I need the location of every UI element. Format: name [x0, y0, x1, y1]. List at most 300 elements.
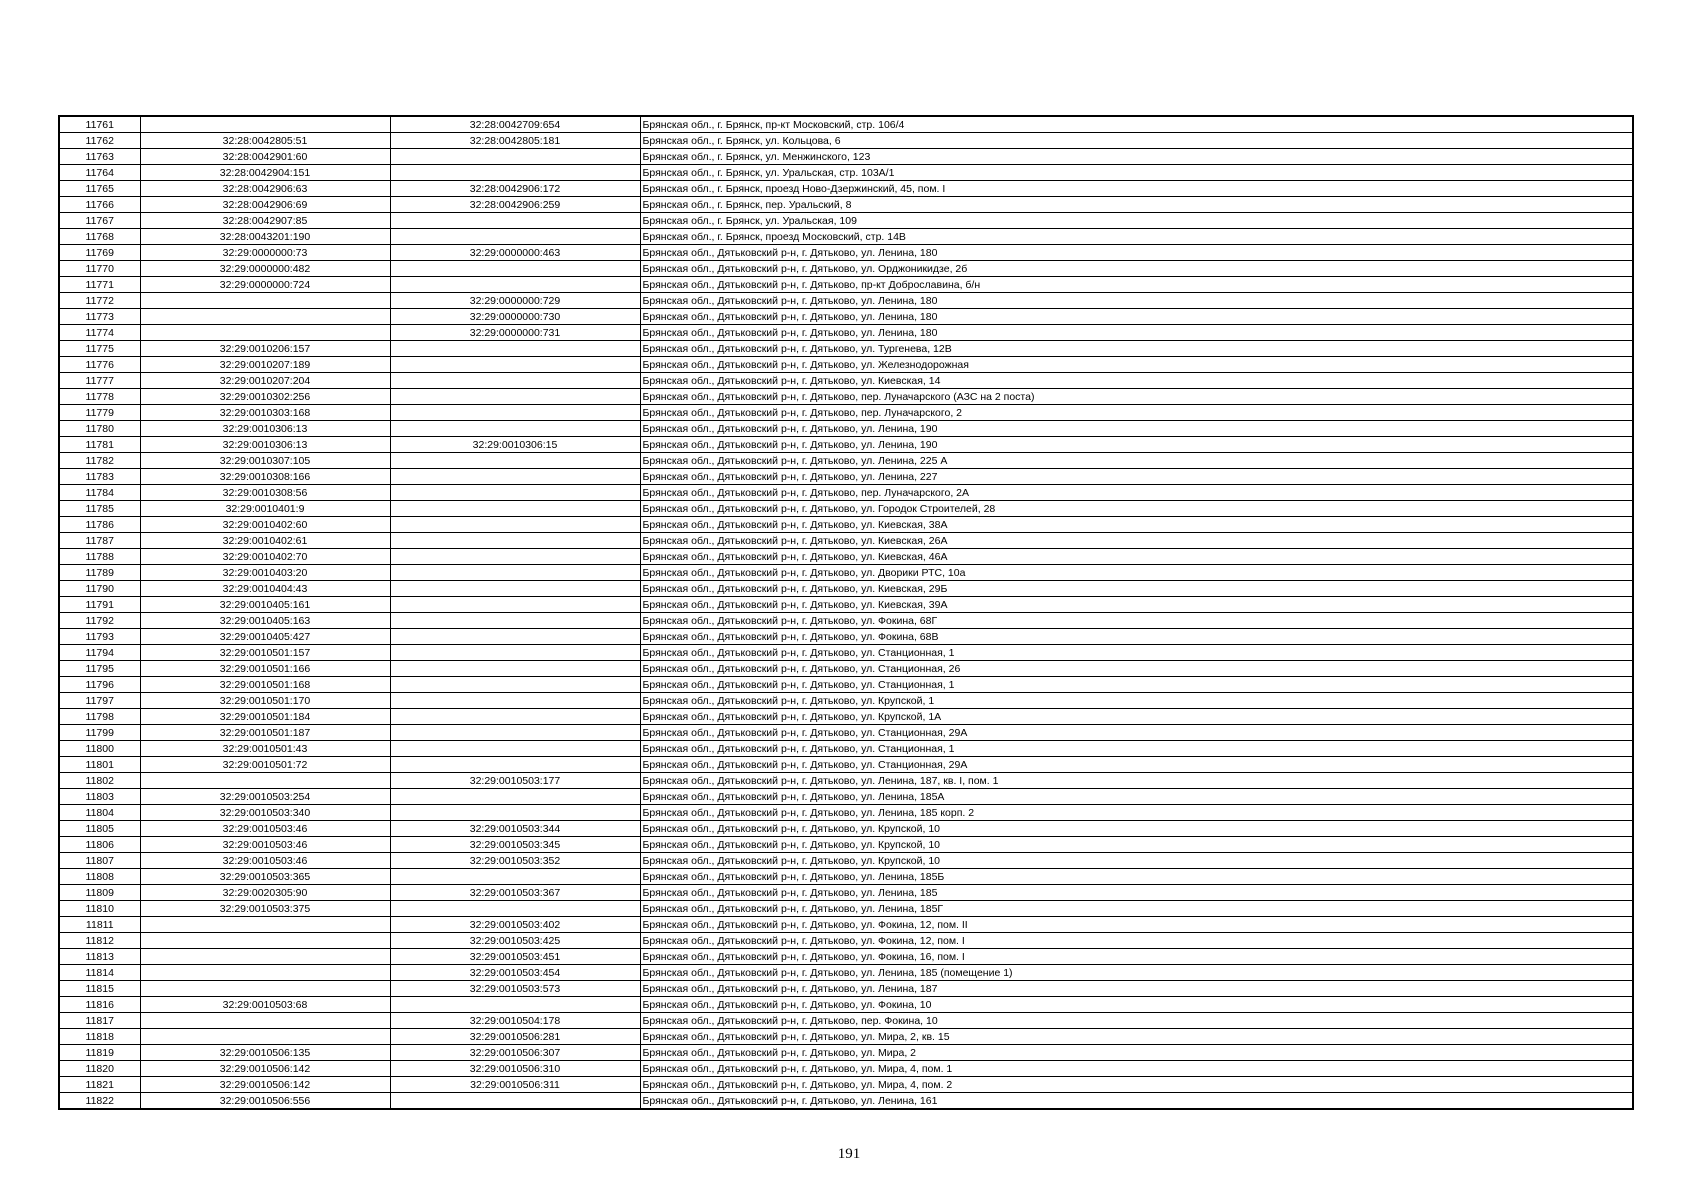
address-cell: Брянская обл., Дятьковский р-н, г. Дятьково, ул. Станционная, 29А	[640, 725, 1633, 741]
address-cell: Брянская обл., Дятьковский р-н, г. Дятьково, ул. Станционная, 1	[640, 677, 1633, 693]
address-cell: Брянская обл., Дятьковский р-н, г. Дятьково, ул. Мира, 4, пом. 2	[640, 1077, 1633, 1093]
row-number-cell: 11805	[59, 821, 140, 837]
address-cell: Брянская обл., Дятьковский р-н, г. Дятьково, ул. Фокина, 10	[640, 997, 1633, 1013]
address-cell: Брянская обл., Дятьковский р-н, г. Дятьково, ул. Мира, 2, кв. 15	[640, 1029, 1633, 1045]
table-row	[59, 437, 1633, 453]
row-number-cell: 11788	[59, 549, 140, 565]
cadastral-number-parcel-cell: 32:29:0010403:20	[140, 565, 390, 581]
row-number-cell: 11774	[59, 325, 140, 341]
address-cell: Брянская обл., Дятьковский р-н, г. Дятьково, ул. Ленина, 227	[640, 469, 1633, 485]
cadastral-number-parcel-cell: 32:29:0010405:163	[140, 613, 390, 629]
address-cell: Брянская обл., Дятьковский р-н, г. Дятьково, ул. Станционная, 1	[640, 645, 1633, 661]
cadastral-number-parcel-cell: 32:29:0010501:184	[140, 709, 390, 725]
cadastral-number-object-cell: 32:29:0000000:729	[390, 293, 640, 309]
row-number-cell: 11814	[59, 965, 140, 981]
cadastral-number-object-cell	[390, 661, 640, 677]
cadastral-number-parcel-cell: 32:29:0010501:166	[140, 661, 390, 677]
address-cell: Брянская обл., Дятьковский р-н, г. Дятьково, ул. Крупской, 10	[640, 821, 1633, 837]
row-number-cell: 11803	[59, 789, 140, 805]
table-row	[59, 565, 1633, 581]
cadastral-number-object-cell	[390, 453, 640, 469]
table-row	[59, 693, 1633, 709]
row-number-cell: 11812	[59, 933, 140, 949]
cadastral-number-object-cell: 32:29:0010506:307	[390, 1045, 640, 1061]
cadastral-number-object-cell	[390, 629, 640, 645]
table-row	[59, 1045, 1633, 1061]
cadastral-number-parcel-cell	[140, 917, 390, 933]
cadastral-number-parcel-cell: 32:29:0010501:170	[140, 693, 390, 709]
table-row	[59, 725, 1633, 741]
address-cell: Брянская обл., г. Брянск, ул. Уральская, 109	[640, 213, 1633, 229]
table-row	[59, 453, 1633, 469]
cadastral-number-object-cell	[390, 229, 640, 245]
row-number-cell: 11761	[59, 116, 140, 133]
address-cell: Брянская обл., Дятьковский р-н, г. Дятьково, пер. Луначарского (АЗС на 2 поста)	[640, 389, 1633, 405]
table-row	[59, 421, 1633, 437]
cadastral-number-parcel-cell: 32:29:0010302:256	[140, 389, 390, 405]
address-cell: Брянская обл., Дятьковский р-н, г. Дятьково, ул. Ленина, 185Б	[640, 869, 1633, 885]
cadastral-number-parcel-cell: 32:29:0010503:68	[140, 997, 390, 1013]
cadastral-number-parcel-cell	[140, 1013, 390, 1029]
row-number-cell: 11804	[59, 805, 140, 821]
cadastral-number-parcel-cell: 32:29:0010506:142	[140, 1077, 390, 1093]
cadastral-number-object-cell	[390, 805, 640, 821]
table-row	[59, 757, 1633, 773]
table-row	[59, 1061, 1633, 1077]
address-cell: Брянская обл., Дятьковский р-н, г. Дятьково, ул. Ленина, 185 (помещение 1)	[640, 965, 1633, 981]
row-number-cell: 11765	[59, 181, 140, 197]
row-number-cell: 11775	[59, 341, 140, 357]
table-row	[59, 597, 1633, 613]
row-number-cell: 11816	[59, 997, 140, 1013]
address-cell: Брянская обл., Дятьковский р-н, г. Дятьково, пер. Луначарского, 2	[640, 405, 1633, 421]
table-row	[59, 325, 1633, 341]
address-cell: Брянская обл., Дятьковский р-н, г. Дятьково, ул. Фокина, 68В	[640, 629, 1633, 645]
cadastral-number-parcel-cell: 32:29:0010405:161	[140, 597, 390, 613]
row-number-cell: 11769	[59, 245, 140, 261]
cadastral-number-object-cell	[390, 709, 640, 725]
row-number-cell: 11822	[59, 1093, 140, 1110]
cadastral-number-object-cell	[390, 693, 640, 709]
cadastral-number-object-cell	[390, 533, 640, 549]
cadastral-number-object-cell: 32:29:0010503:573	[390, 981, 640, 997]
address-cell: Брянская обл., Дятьковский р-н, г. Дятьково, ул. Киевская, 39А	[640, 597, 1633, 613]
table-row	[59, 309, 1633, 325]
row-number-cell: 11815	[59, 981, 140, 997]
cadastral-number-parcel-cell: 32:29:0000000:724	[140, 277, 390, 293]
address-cell: Брянская обл., Дятьковский р-н, г. Дятьково, ул. Киевская, 14	[640, 373, 1633, 389]
row-number-cell: 11778	[59, 389, 140, 405]
cadastral-number-parcel-cell: 32:29:0010501:157	[140, 645, 390, 661]
cadastral-number-parcel-cell: 32:29:0000000:73	[140, 245, 390, 261]
cadastral-number-parcel-cell: 32:29:0010405:427	[140, 629, 390, 645]
address-cell: Брянская обл., Дятьковский р-н, г. Дятьково, ул. Киевская, 46А	[640, 549, 1633, 565]
row-number-cell: 11776	[59, 357, 140, 373]
cadastral-number-parcel-cell	[140, 981, 390, 997]
cadastral-number-object-cell: 32:29:0010506:281	[390, 1029, 640, 1045]
cadastral-number-object-cell: 32:29:0010503:345	[390, 837, 640, 853]
row-number-cell: 11799	[59, 725, 140, 741]
cadastral-number-parcel-cell	[140, 309, 390, 325]
cadastral-number-parcel-cell: 32:29:0010506:556	[140, 1093, 390, 1110]
table-row	[59, 901, 1633, 917]
row-number-cell: 11792	[59, 613, 140, 629]
cadastral-number-object-cell	[390, 165, 640, 181]
table-row	[59, 389, 1633, 405]
table-row	[59, 213, 1633, 229]
table-row	[59, 165, 1633, 181]
row-number-cell: 11806	[59, 837, 140, 853]
cadastral-number-parcel-cell: 32:29:0010308:166	[140, 469, 390, 485]
row-number-cell: 11821	[59, 1077, 140, 1093]
cadastral-number-parcel-cell	[140, 293, 390, 309]
table-row	[59, 885, 1633, 901]
cadastral-number-object-cell: 32:29:0000000:731	[390, 325, 640, 341]
address-cell: Брянская обл., Дятьковский р-н, г. Дятьково, ул. Ленина, 185 корп. 2	[640, 805, 1633, 821]
cadastral-number-object-cell: 32:28:0042906:259	[390, 197, 640, 213]
address-cell: Брянская обл., Дятьковский р-н, г. Дятьково, ул. Ленина, 185Г	[640, 901, 1633, 917]
table-row	[59, 261, 1633, 277]
address-cell: Брянская обл., Дятьковский р-н, г. Дятьково, ул. Станционная, 29А	[640, 757, 1633, 773]
address-cell: Брянская обл., г. Брянск, ул. Уральская, стр. 103А/1	[640, 165, 1633, 181]
address-cell: Брянская обл., г. Брянск, пр-кт Московский, стр. 106/4	[640, 116, 1633, 133]
cadastral-number-object-cell	[390, 597, 640, 613]
row-number-cell: 11808	[59, 869, 140, 885]
address-cell: Брянская обл., Дятьковский р-н, г. Дятьково, ул. Станционная, 1	[640, 741, 1633, 757]
cadastral-number-parcel-cell: 32:29:0010503:375	[140, 901, 390, 917]
table-row	[59, 533, 1633, 549]
cadastral-number-object-cell: 32:29:0010503:367	[390, 885, 640, 901]
cadastral-number-object-cell	[390, 261, 640, 277]
row-number-cell: 11809	[59, 885, 140, 901]
address-cell: Брянская обл., Дятьковский р-н, г. Дятьково, ул. Железнодорожная	[640, 357, 1633, 373]
cadastral-number-parcel-cell: 32:28:0042805:51	[140, 133, 390, 149]
address-cell: Брянская обл., Дятьковский р-н, г. Дятьково, ул. Крупской, 1А	[640, 709, 1633, 725]
cadastral-number-object-cell: 32:29:0010306:15	[390, 437, 640, 453]
address-cell: Брянская обл., Дятьковский р-н, г. Дятьково, ул. Фокина, 12, пом. II	[640, 917, 1633, 933]
address-cell: Брянская обл., Дятьковский р-н, г. Дятьково, ул. Тургенева, 12В	[640, 341, 1633, 357]
row-number-cell: 11784	[59, 485, 140, 501]
table-row	[59, 869, 1633, 885]
address-cell: Брянская обл., Дятьковский р-н, г. Дятьково, пер. Луначарского, 2А	[640, 485, 1633, 501]
row-number-cell: 11780	[59, 421, 140, 437]
cadastral-number-parcel-cell: 32:29:0010503:46	[140, 853, 390, 869]
row-number-cell: 11798	[59, 709, 140, 725]
cadastral-number-parcel-cell: 32:29:0010503:46	[140, 821, 390, 837]
table-row	[59, 1093, 1633, 1110]
cadastral-number-object-cell	[390, 501, 640, 517]
cadastral-number-parcel-cell: 32:29:0010503:254	[140, 789, 390, 805]
cadastral-number-parcel-cell: 32:29:0010501:43	[140, 741, 390, 757]
address-cell: Брянская обл., Дятьковский р-н, г. Дятьково, ул. Ленина, 185А	[640, 789, 1633, 805]
address-cell: Брянская обл., Дятьковский р-н, г. Дятьково, ул. Городок Строителей, 28	[640, 501, 1633, 517]
row-number-cell: 11810	[59, 901, 140, 917]
address-cell: Брянская обл., г. Брянск, ул. Менжинского, 123	[640, 149, 1633, 165]
row-number-cell: 11770	[59, 261, 140, 277]
cadastral-number-object-cell: 32:29:0010503:344	[390, 821, 640, 837]
cadastral-number-object-cell	[390, 565, 640, 581]
cadastral-number-parcel-cell	[140, 325, 390, 341]
cadastral-number-parcel-cell: 32:29:0010207:189	[140, 357, 390, 373]
table-row	[59, 789, 1633, 805]
table-row	[59, 373, 1633, 389]
address-cell: Брянская обл., Дятьковский р-н, г. Дятьково, ул. Дворики РТС, 10а	[640, 565, 1633, 581]
cadastral-number-object-cell	[390, 341, 640, 357]
table-row	[59, 277, 1633, 293]
address-cell: Брянская обл., Дятьковский р-н, г. Дятьково, ул. Ленина, 190	[640, 421, 1633, 437]
address-cell: Брянская обл., Дятьковский р-н, г. Дятьково, ул. Ленина, 180	[640, 309, 1633, 325]
cadastral-number-object-cell	[390, 869, 640, 885]
cadastral-number-object-cell	[390, 613, 640, 629]
row-number-cell: 11811	[59, 917, 140, 933]
address-cell: Брянская обл., Дятьковский р-н, г. Дятьково, ул. Орджоникидзе, 2б	[640, 261, 1633, 277]
row-number-cell: 11764	[59, 165, 140, 181]
cadastral-number-parcel-cell: 32:29:0010501:168	[140, 677, 390, 693]
address-cell: Брянская обл., Дятьковский р-н, г. Дятьково, ул. Фокина, 16, пом. I	[640, 949, 1633, 965]
row-number-cell: 11794	[59, 645, 140, 661]
cadastral-number-object-cell: 32:29:0010504:178	[390, 1013, 640, 1029]
table-row	[59, 581, 1633, 597]
cadastral-number-object-cell	[390, 485, 640, 501]
cadastral-number-object-cell	[390, 357, 640, 373]
address-cell: Брянская обл., Дятьковский р-н, г. Дятьково, ул. Ленина, 190	[640, 437, 1633, 453]
cadastral-number-parcel-cell	[140, 965, 390, 981]
cadastral-number-object-cell	[390, 581, 640, 597]
table-row	[59, 997, 1633, 1013]
cadastral-number-parcel-cell: 32:29:0010402:70	[140, 549, 390, 565]
cadastral-number-parcel-cell	[140, 933, 390, 949]
cadastral-number-object-cell	[390, 277, 640, 293]
cadastral-number-parcel-cell: 32:29:0010501:187	[140, 725, 390, 741]
row-number-cell: 11802	[59, 773, 140, 789]
address-cell: Брянская обл., Дятьковский р-н, г. Дятьково, ул. Крупской, 10	[640, 853, 1633, 869]
address-cell: Брянская обл., Дятьковский р-н, г. Дятьково, ул. Киевская, 26А	[640, 533, 1633, 549]
row-number-cell: 11772	[59, 293, 140, 309]
cadastral-number-object-cell	[390, 373, 640, 389]
table-row	[59, 293, 1633, 309]
row-number-cell: 11771	[59, 277, 140, 293]
row-number-cell: 11779	[59, 405, 140, 421]
table-row	[59, 709, 1633, 725]
cadastral-number-parcel-cell: 32:29:0010307:105	[140, 453, 390, 469]
cadastral-number-parcel-cell: 32:29:0000000:482	[140, 261, 390, 277]
address-cell: Брянская обл., г. Брянск, проезд Московский, стр. 14В	[640, 229, 1633, 245]
row-number-cell: 11818	[59, 1029, 140, 1045]
table-row	[59, 645, 1633, 661]
cadastral-number-parcel-cell: 32:28:0042907:85	[140, 213, 390, 229]
address-cell: Брянская обл., г. Брянск, пер. Уральский, 8	[640, 197, 1633, 213]
table-row	[59, 485, 1633, 501]
cadastral-number-object-cell	[390, 213, 640, 229]
cadastral-number-parcel-cell: 32:29:0010503:46	[140, 837, 390, 853]
cadastral-number-parcel-cell	[140, 1029, 390, 1045]
table-row	[59, 197, 1633, 213]
cadastral-number-object-cell: 32:29:0010503:402	[390, 917, 640, 933]
cadastral-number-object-cell: 32:29:0010506:311	[390, 1077, 640, 1093]
row-number-cell: 11790	[59, 581, 140, 597]
cadastral-number-parcel-cell: 32:29:0010506:135	[140, 1045, 390, 1061]
address-cell: Брянская обл., Дятьковский р-н, г. Дятьково, ул. Мира, 2	[640, 1045, 1633, 1061]
address-cell: Брянская обл., Дятьковский р-н, г. Дятьково, пр-кт Доброславина, б/н	[640, 277, 1633, 293]
cadastral-number-parcel-cell	[140, 116, 390, 133]
cadastral-number-object-cell: 32:29:0010503:454	[390, 965, 640, 981]
table-row	[59, 405, 1633, 421]
cadastral-number-object-cell	[390, 389, 640, 405]
cadastral-number-parcel-cell: 32:28:0043201:190	[140, 229, 390, 245]
row-number-cell: 11787	[59, 533, 140, 549]
table-row	[59, 181, 1633, 197]
table-row	[59, 1029, 1633, 1045]
cadastral-number-parcel-cell: 32:29:0010306:13	[140, 421, 390, 437]
cadastral-number-parcel-cell: 32:29:0010306:13	[140, 437, 390, 453]
row-number-cell: 11763	[59, 149, 140, 165]
cadastral-number-object-cell	[390, 901, 640, 917]
table-row	[59, 116, 1633, 133]
cadastral-number-object-cell	[390, 549, 640, 565]
cadastral-number-object-cell: 32:29:0000000:730	[390, 309, 640, 325]
address-cell: Брянская обл., Дятьковский р-н, г. Дятьково, ул. Ленина, 185	[640, 885, 1633, 901]
cadastral-number-object-cell: 32:29:0010503:352	[390, 853, 640, 869]
cadastral-number-object-cell	[390, 725, 640, 741]
cadastral-number-parcel-cell: 32:28:0042906:63	[140, 181, 390, 197]
cadastral-number-object-cell: 32:29:0010503:451	[390, 949, 640, 965]
cadastral-number-object-cell	[390, 997, 640, 1013]
table-row	[59, 357, 1633, 373]
address-cell: Брянская обл., Дятьковский р-н, г. Дятьково, ул. Ленина, 187, кв. I, пом. 1	[640, 773, 1633, 789]
table-row	[59, 821, 1633, 837]
address-cell: Брянская обл., Дятьковский р-н, г. Дятьково, ул. Крупской, 10	[640, 837, 1633, 853]
table-row	[59, 677, 1633, 693]
address-cell: Брянская обл., Дятьковский р-н, г. Дятьково, ул. Киевская, 38А	[640, 517, 1633, 533]
cadastral-number-parcel-cell	[140, 773, 390, 789]
table-row	[59, 853, 1633, 869]
cadastral-number-object-cell	[390, 469, 640, 485]
address-cell: Брянская обл., Дятьковский р-н, г. Дятьково, ул. Киевская, 29Б	[640, 581, 1633, 597]
registry-table	[58, 115, 1634, 1110]
cadastral-number-object-cell	[390, 645, 640, 661]
address-cell: Брянская обл., Дятьковский р-н, г. Дятьково, ул. Фокина, 12, пом. I	[640, 933, 1633, 949]
cadastral-number-object-cell: 32:29:0000000:463	[390, 245, 640, 261]
row-number-cell: 11801	[59, 757, 140, 773]
row-number-cell: 11785	[59, 501, 140, 517]
cadastral-number-object-cell: 32:28:0042805:181	[390, 133, 640, 149]
row-number-cell: 11796	[59, 677, 140, 693]
cadastral-number-parcel-cell: 32:28:0042906:69	[140, 197, 390, 213]
address-cell: Брянская обл., Дятьковский р-н, г. Дятьково, ул. Фокина, 68Г	[640, 613, 1633, 629]
row-number-cell: 11791	[59, 597, 140, 613]
cadastral-number-object-cell: 32:28:0042709:654	[390, 116, 640, 133]
row-number-cell: 11819	[59, 1045, 140, 1061]
table-row	[59, 965, 1633, 981]
cadastral-number-object-cell	[390, 421, 640, 437]
address-cell: Брянская обл., Дятьковский р-н, г. Дятьково, ул. Ленина, 180	[640, 325, 1633, 341]
cadastral-number-parcel-cell: 32:29:0010206:157	[140, 341, 390, 357]
cadastral-number-object-cell	[390, 757, 640, 773]
table-row	[59, 933, 1633, 949]
registry-table-body	[59, 116, 1633, 1109]
table-row	[59, 613, 1633, 629]
address-cell: Брянская обл., г. Брянск, ул. Кольцова, 6	[640, 133, 1633, 149]
cadastral-number-parcel-cell: 32:29:0010308:56	[140, 485, 390, 501]
address-cell: Брянская обл., Дятьковский р-н, г. Дятьково, ул. Крупской, 1	[640, 693, 1633, 709]
address-cell: Брянская обл., Дятьковский р-н, г. Дятьково, ул. Станционная, 26	[640, 661, 1633, 677]
row-number-cell: 11786	[59, 517, 140, 533]
table-row	[59, 229, 1633, 245]
cadastral-number-parcel-cell: 32:29:0010402:60	[140, 517, 390, 533]
address-cell: Брянская обл., Дятьковский р-н, г. Дятьково, ул. Ленина, 225 А	[640, 453, 1633, 469]
row-number-cell: 11800	[59, 741, 140, 757]
cadastral-number-object-cell: 32:29:0010503:425	[390, 933, 640, 949]
row-number-cell: 11813	[59, 949, 140, 965]
cadastral-number-parcel-cell: 32:29:0010501:72	[140, 757, 390, 773]
cadastral-number-object-cell	[390, 741, 640, 757]
cadastral-number-object-cell	[390, 677, 640, 693]
cadastral-number-parcel-cell: 32:28:0042904:151	[140, 165, 390, 181]
cadastral-number-object-cell: 32:29:0010506:310	[390, 1061, 640, 1077]
table-row	[59, 837, 1633, 853]
row-number-cell: 11768	[59, 229, 140, 245]
row-number-cell: 11781	[59, 437, 140, 453]
table-row	[59, 517, 1633, 533]
table-row	[59, 661, 1633, 677]
table-row	[59, 949, 1633, 965]
table-row	[59, 981, 1633, 997]
table-row	[59, 245, 1633, 261]
table-row	[59, 741, 1633, 757]
cadastral-number-parcel-cell: 32:28:0042901:60	[140, 149, 390, 165]
table-row	[59, 1077, 1633, 1093]
row-number-cell: 11766	[59, 197, 140, 213]
address-cell: Брянская обл., Дятьковский р-н, г. Дятьково, ул. Ленина, 161	[640, 1093, 1633, 1110]
row-number-cell: 11793	[59, 629, 140, 645]
cadastral-number-object-cell	[390, 405, 640, 421]
row-number-cell: 11777	[59, 373, 140, 389]
address-cell: Брянская обл., Дятьковский р-н, г. Дятьково, ул. Ленина, 187	[640, 981, 1633, 997]
address-cell: Брянская обл., Дятьковский р-н, г. Дятьково, ул. Мира, 4, пом. 1	[640, 1061, 1633, 1077]
table-row	[59, 629, 1633, 645]
row-number-cell: 11767	[59, 213, 140, 229]
cadastral-number-parcel-cell: 32:29:0010402:61	[140, 533, 390, 549]
row-number-cell: 11789	[59, 565, 140, 581]
table-row	[59, 149, 1633, 165]
address-cell: Брянская обл., Дятьковский р-н, г. Дятьково, пер. Фокина, 10	[640, 1013, 1633, 1029]
address-cell: Брянская обл., г. Брянск, проезд Ново-Дзержинский, 45, пом. I	[640, 181, 1633, 197]
cadastral-number-parcel-cell: 32:29:0020305:90	[140, 885, 390, 901]
row-number-cell: 11795	[59, 661, 140, 677]
row-number-cell: 11820	[59, 1061, 140, 1077]
cadastral-number-object-cell: 32:28:0042906:172	[390, 181, 640, 197]
table-row	[59, 805, 1633, 821]
cadastral-number-parcel-cell: 32:29:0010503:365	[140, 869, 390, 885]
row-number-cell: 11782	[59, 453, 140, 469]
table-row	[59, 341, 1633, 357]
table-row	[59, 549, 1633, 565]
cadastral-number-parcel-cell	[140, 949, 390, 965]
cadastral-number-parcel-cell: 32:29:0010401:9	[140, 501, 390, 517]
row-number-cell: 11762	[59, 133, 140, 149]
row-number-cell: 11817	[59, 1013, 140, 1029]
row-number-cell: 11807	[59, 853, 140, 869]
table-row	[59, 133, 1633, 149]
page-number: 191	[837, 1146, 861, 1162]
row-number-cell: 11773	[59, 309, 140, 325]
cadastral-number-object-cell: 32:29:0010503:177	[390, 773, 640, 789]
cadastral-number-object-cell	[390, 1093, 640, 1110]
cadastral-number-parcel-cell: 32:29:0010207:204	[140, 373, 390, 389]
cadastral-number-parcel-cell: 32:29:0010404:43	[140, 581, 390, 597]
cadastral-number-parcel-cell: 32:29:0010503:340	[140, 805, 390, 821]
address-cell: Брянская обл., Дятьковский р-н, г. Дятьково, ул. Ленина, 180	[640, 293, 1633, 309]
